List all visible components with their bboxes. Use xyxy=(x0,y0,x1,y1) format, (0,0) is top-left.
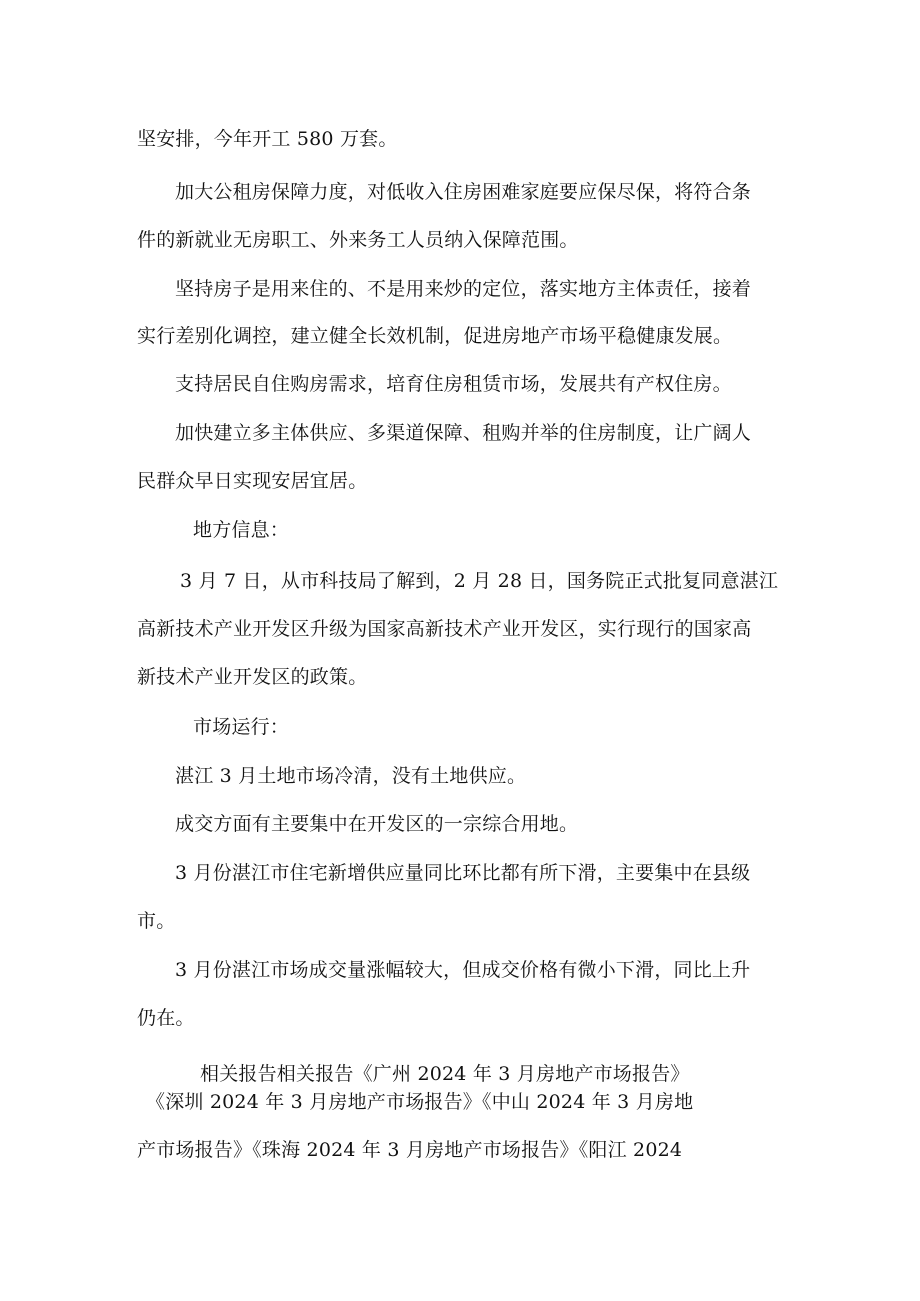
text-line: 加快建立多主体供应、多渠道保障、租购并举的住房制度，让广阔人 xyxy=(175,422,752,444)
related-reports-line: 产市场报告》《珠海 2024 年 3 月房地产市场报告》《阳江 2024 xyxy=(137,1139,683,1161)
text-line: 3 月份湛江市住宅新增供应量同比环比都有所下滑，主要集中在县级 xyxy=(175,862,751,884)
text-line: 坚安排，今年开工 580 万套。 xyxy=(137,128,398,150)
section-heading: 地方信息： xyxy=(193,519,290,541)
text-line: 3 月 7 日，从市科技局了解到，2 月 28 日，国务院正式批复同意湛江 xyxy=(180,570,779,592)
text-line: 加大公租房保障力度，对低收入住房困难家庭要应保尽保，将符合条 xyxy=(175,181,752,203)
text-line: 成交方面有主要集中在开发区的一宗综合用地。 xyxy=(175,813,579,835)
text-line: 民群众早日实现安居宜居。 xyxy=(137,470,368,492)
text-line: 3 月份湛江市场成交量涨幅较大，但成交价格有微小下滑，同比上升 xyxy=(175,959,751,981)
text-line: 实行差别化调控，建立健全长效机制，促进房地产市场平稳健康发展。 xyxy=(137,325,733,347)
text-line: 件的新就业无房职工、外来务工人员纳入保障范围。 xyxy=(137,229,579,251)
related-reports-line: 相关报告相关报告《广州 2024 年 3 月房地产市场报告》 xyxy=(200,1063,690,1085)
text-line: 市。 xyxy=(137,910,176,932)
text-line: 高新技术产业开发区升级为国家高新技术产业开发区，实行现行的国家高 xyxy=(137,618,752,640)
text-line: 支持居民自住购房需求，培育住房租赁市场，发展共有产权住房。 xyxy=(175,373,732,395)
text-line: 湛江 3 月土地市场冷清，没有土地供应。 xyxy=(175,765,527,787)
text-line: 仍在。 xyxy=(137,1007,195,1029)
section-heading: 市场运行： xyxy=(193,716,290,738)
related-reports-line: 《深圳 2024 年 3 月房地产市场报告》《中山 2024 年 3 月房地 xyxy=(146,1091,694,1113)
text-line: 新技术产业开发区的政策。 xyxy=(137,666,368,688)
text-line: 坚持房子是用来住的、不是用来炒的定位，落实地方主体责任，接着 xyxy=(175,278,752,300)
